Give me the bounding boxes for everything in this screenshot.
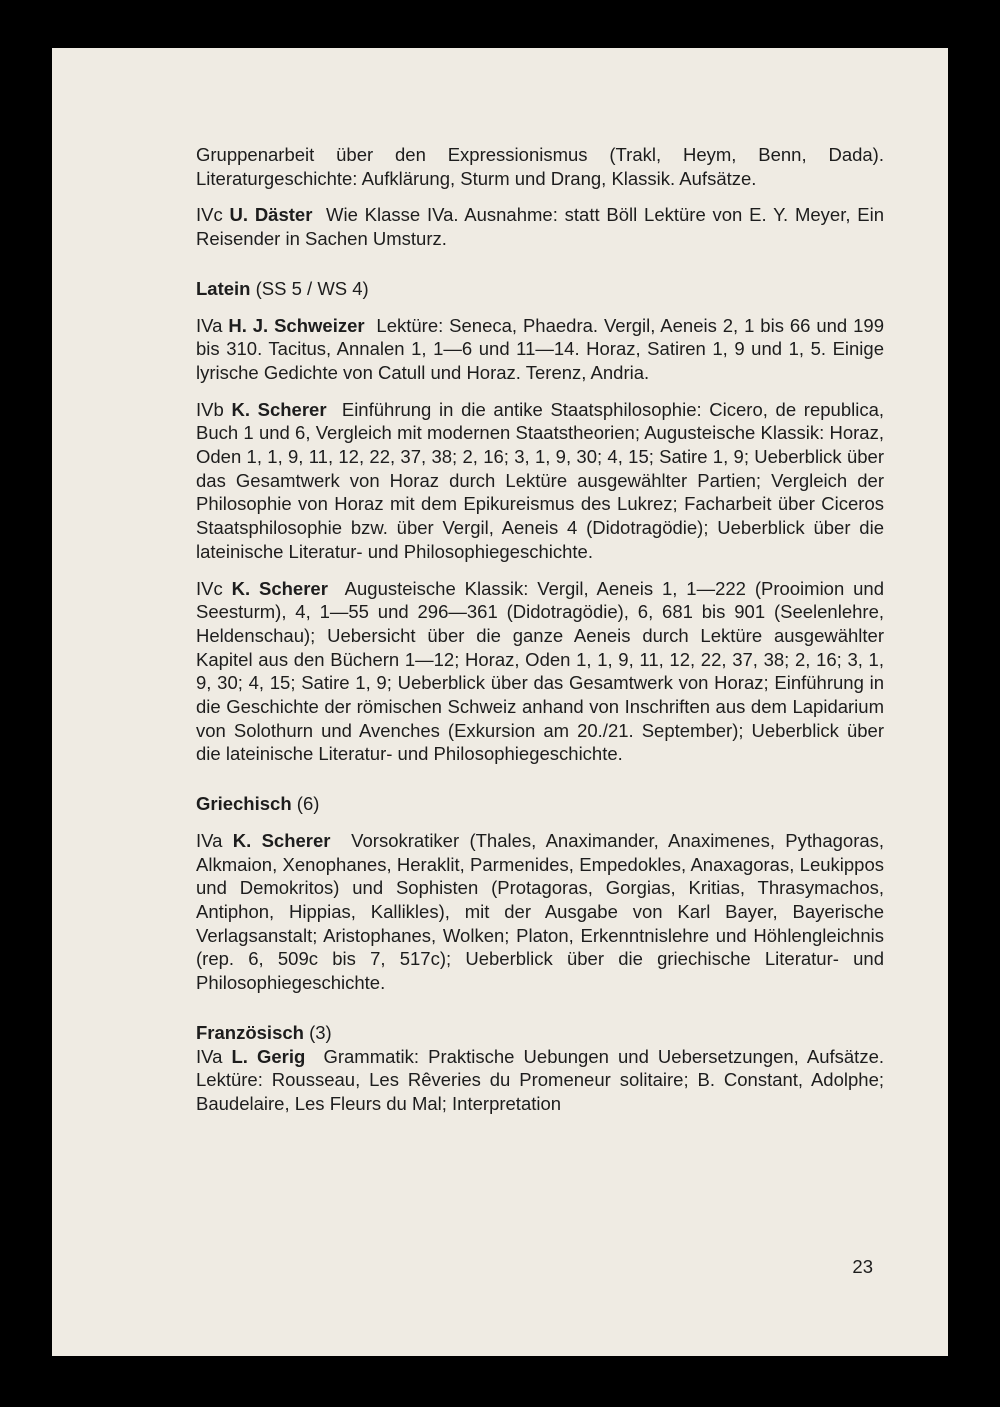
teacher-name: K. Scherer <box>231 577 328 599</box>
lesson-count: (SS 5 / WS 4) <box>255 277 369 299</box>
entry-text: Grammatik: Praktische Uebungen und Uebersetzungen, Aufsätze. Lektüre: Rousseau, Les Rêveries du Promeneur solitaire; B. Constant, Adolphe; Baudelaire, Les Fleurs du Mal; Interpretation <box>196 1045 884 1114</box>
class-label: IVc <box>196 577 223 599</box>
subject-title: Griechisch <box>196 793 292 815</box>
entry-text: Lektüre: Seneca, Phaedra. Vergil, Aeneis 2, 1 bis 66 und 199 bis 310. Tacitus, Annalen 1, 1—6 und 11—14. Horaz, Satiren 1, 9 und 1, 5. Einige lyrische Gedichte von Catull und Horaz. Terenz, Andria. <box>196 314 884 383</box>
document-page <box>52 48 948 1356</box>
page-content <box>196 143 884 1116</box>
lesson-count: (6) <box>296 793 320 815</box>
subject-title: Latein <box>196 277 251 299</box>
entry-text: Wie Klasse IVa. Ausnahme: statt Böll Lektüre von E. Y. Meyer, Ein Reisender in Sachen Umsturz. <box>196 204 884 250</box>
class-label: IVb <box>196 398 224 420</box>
class-label: IVa <box>196 314 223 336</box>
teacher-name: K. Scherer <box>231 398 327 420</box>
lesson-count: (3) <box>309 1021 332 1043</box>
subject-title: Französisch <box>196 1021 304 1043</box>
entry-ivb-scherer <box>196 398 884 564</box>
page-number: 23 <box>852 1256 873 1277</box>
teacher-name: L. Gerig <box>231 1045 306 1067</box>
paragraph-expressionismus: Gruppenarbeit über den Expressionismus (Trakl, Heym, Benn, Dada). Literaturgeschichte: Aufklärung, Sturm und Drang, Klassik. Aufsätze. <box>196 144 884 189</box>
section-heading-griechisch <box>196 792 884 816</box>
entry-iva-scherer-griechisch <box>196 829 884 995</box>
class-label: IVa <box>196 829 223 851</box>
teacher-name: K. Scherer <box>232 829 331 851</box>
class-label: IVa <box>196 1045 223 1067</box>
entry-text: Vorsokratiker (Thales, Anaximander, Anaximenes, Pythagoras, Alkmaion, Xenophanes, Heraklit, Parmenides, Empedokles, Anaxagoras, Leukippos und Demokritos) und Sophisten (Protagoras, Gorgias, Kritias, Thrasymachos, Antiphon, Hippias, Kallikles), mit der Ausgabe von Karl Bayer, Bayerische Verlagsanstalt; Aristophanes, Wolken; Platon, Erkenntnislehre und Höhlengleichnis (rep. 6, 509c bis 7, 517c); Ueberblick über die griechische Literatur- und Philosophiegeschichte. <box>196 829 885 994</box>
entry-ivc-daester <box>196 203 884 250</box>
entry-iva-gerig <box>196 1045 884 1116</box>
entry-text: Einführung in die antike Staatsphilosophie: Cicero, de republica, Buch 1 und 6, Vergleich mit modernen Staatstheorien; Augusteische Klassik: Horaz, Oden 1, 1, 9, 11, 12, 22, 37, 38; 2, 16; 3, 1, 9, 30; 4, 15; Satire 1, 9; Ueberblick über das Gesamtwerk von Horaz durch Lektüre ausgewählter Partien; Vergleich der Philosophie von Horaz mit dem Epikureismus des Lukrez; Facharbeit über Ciceros Staatsphilosophie bzw. über Vergil, Aeneis 4 (Didotragödie); Ueberblick über die lateinische Literatur- und Philosophiegeschichte. <box>196 398 885 562</box>
class-label: IVc <box>196 204 223 226</box>
entry-text: Augusteische Klassik: Vergil, Aeneis 1, 1—222 (Prooimion und Seesturm), 4, 1—55 und 296—361 (Didotragödie), 6, 681 bis 901 (Seelenlehre, Heldenschau); Uebersicht über die ganze Aeneis durch Lektüre ausgewählter Kapitel aus den Büchern 1—12; Horaz, Oden 1, 1, 9, 11, 12, 22, 37, 38; 2, 16; 3, 1, 9, 30; 4, 15; Satire 1, 9; Ueberblick über das Gesamtwerk von Horaz; Einführung in die Geschichte der römischen Schweiz anhand von Inschriften aus dem Lapidarium von Solothurn und Avenches (Exkursion am 20./21. September); Ueberblick über die lateinische Literatur- und Philosophiegeschichte. <box>196 577 885 765</box>
teacher-name: H. J. Schweizer <box>228 314 365 336</box>
section-heading-franzoesisch <box>196 1021 884 1045</box>
section-heading-latein <box>196 277 884 301</box>
entry-iva-schweizer <box>196 314 884 385</box>
teacher-name: U. Däster <box>229 204 313 226</box>
entry-ivc-scherer <box>196 577 884 767</box>
